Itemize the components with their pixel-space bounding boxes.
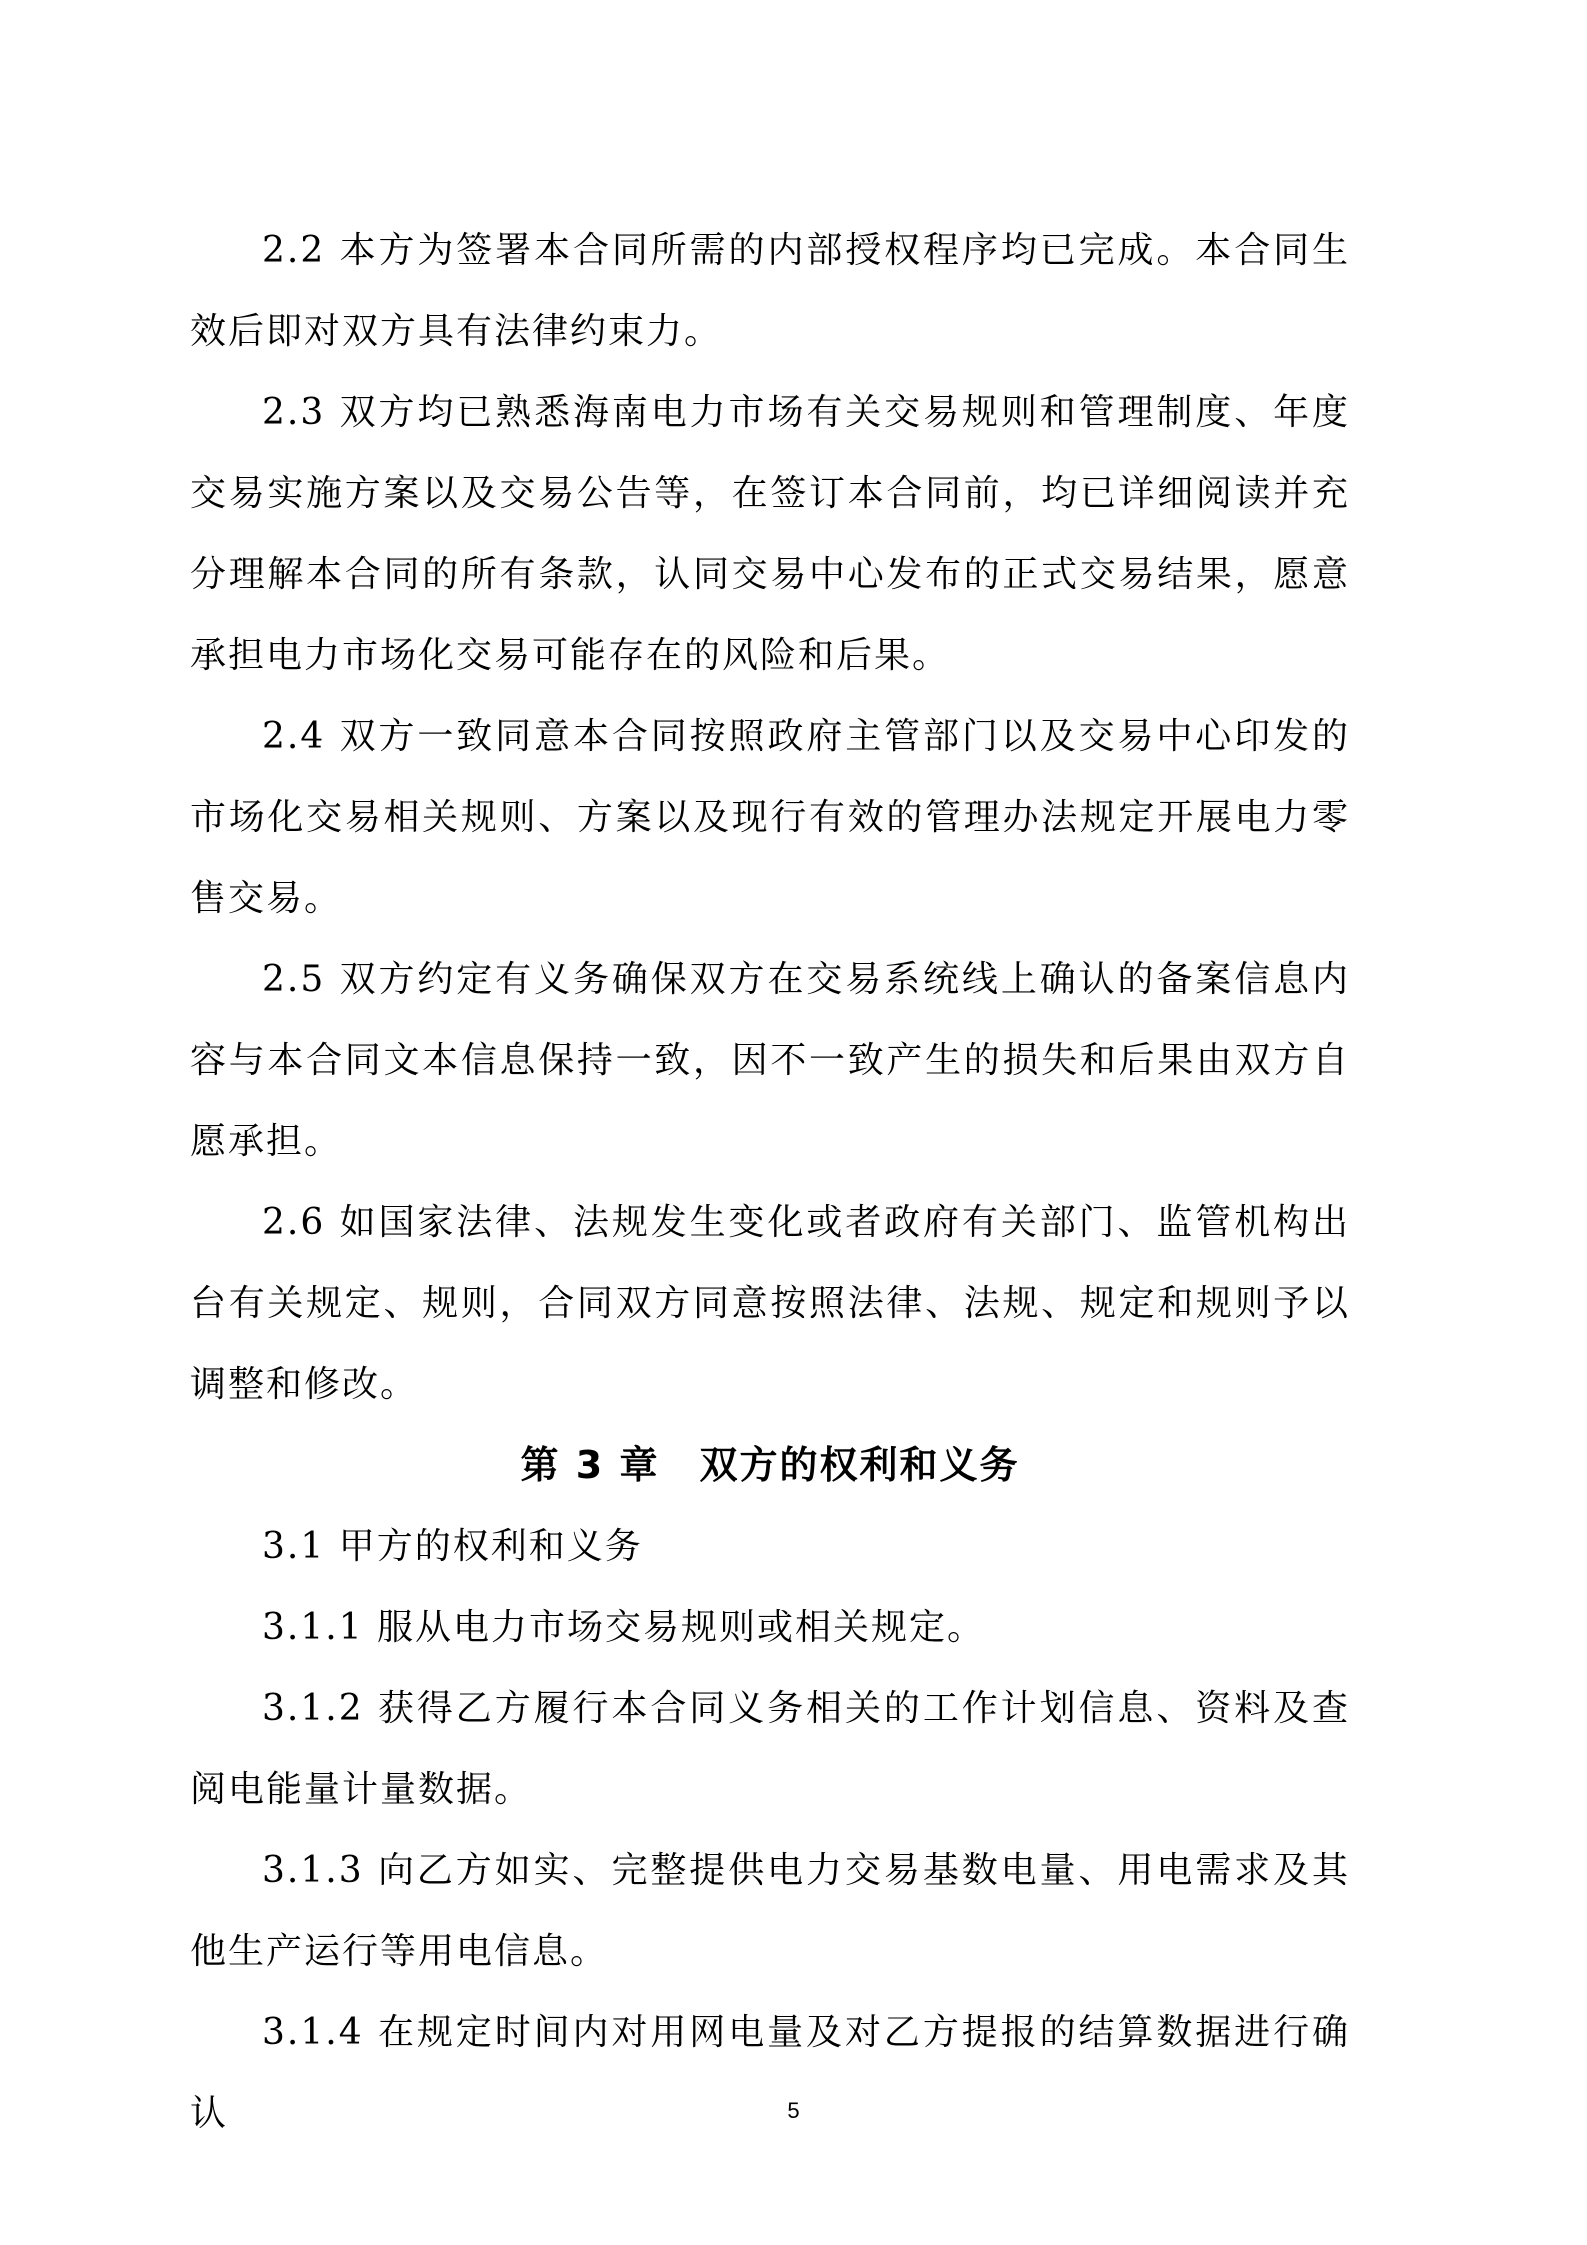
paragraph-2-2: 2.2 本方为签署本合同所需的内部授权程序均已完成。本合同生效后即对双方具有法律约束力。	[190, 230, 1350, 352]
paragraph-3-1-2: 3.1.2 获得乙方履行本合同义务相关的工作计划信息、资料及查阅电能量计量数据。	[190, 1688, 1350, 1810]
paragraph-3-1-3: 3.1.3 向乙方如实、完整提供电力交易基数电量、用电需求及其他生产运行等用电信息。	[190, 1850, 1350, 1972]
document-body	[190, 210, 1350, 2154]
paragraph-3-1-4: 3.1.4 在规定时间内对用网电量及对乙方提报的结算数据进行确认	[190, 2012, 1350, 2134]
paragraph-3-1-1: 3.1.1 服从电力市场交易规则或相关规定。	[262, 1607, 986, 1648]
paragraph-2-5: 2.5 双方约定有义务确保双方在交易系统线上确认的备案信息内容与本合同文本信息保持一致，因不一致产生的损失和后果由双方自愿承担。	[190, 959, 1350, 1162]
paragraph-2-3: 2.3 双方均已熟悉海南电力市场有关交易规则和管理制度、年度交易实施方案以及交易公告等，在签订本合同前，均已详细阅读并充分理解本合同的所有条款，认同交易中心发布的正式交易结果，愿意承担电力市场化交易可能存在的风险和后果。	[190, 392, 1350, 676]
paragraph-3-1: 3.1 甲方的权利和义务	[262, 1526, 643, 1567]
page-number: 5	[787, 2098, 800, 2123]
chapter-heading: 第 3 章 双方的权利和义务	[520, 1443, 1020, 1487]
paragraph-2-4: 2.4 双方一致同意本合同按照政府主管部门以及交易中心印发的市场化交易相关规则、方案以及现行有效的管理办法规定开展电力零售交易。	[190, 716, 1350, 919]
paragraph-2-6: 2.6 如国家法律、法规发生变化或者政府有关部门、监管机构出台有关规定、规则，合同双方同意按照法律、法规、规定和规则予以调整和修改。	[190, 1202, 1350, 1405]
